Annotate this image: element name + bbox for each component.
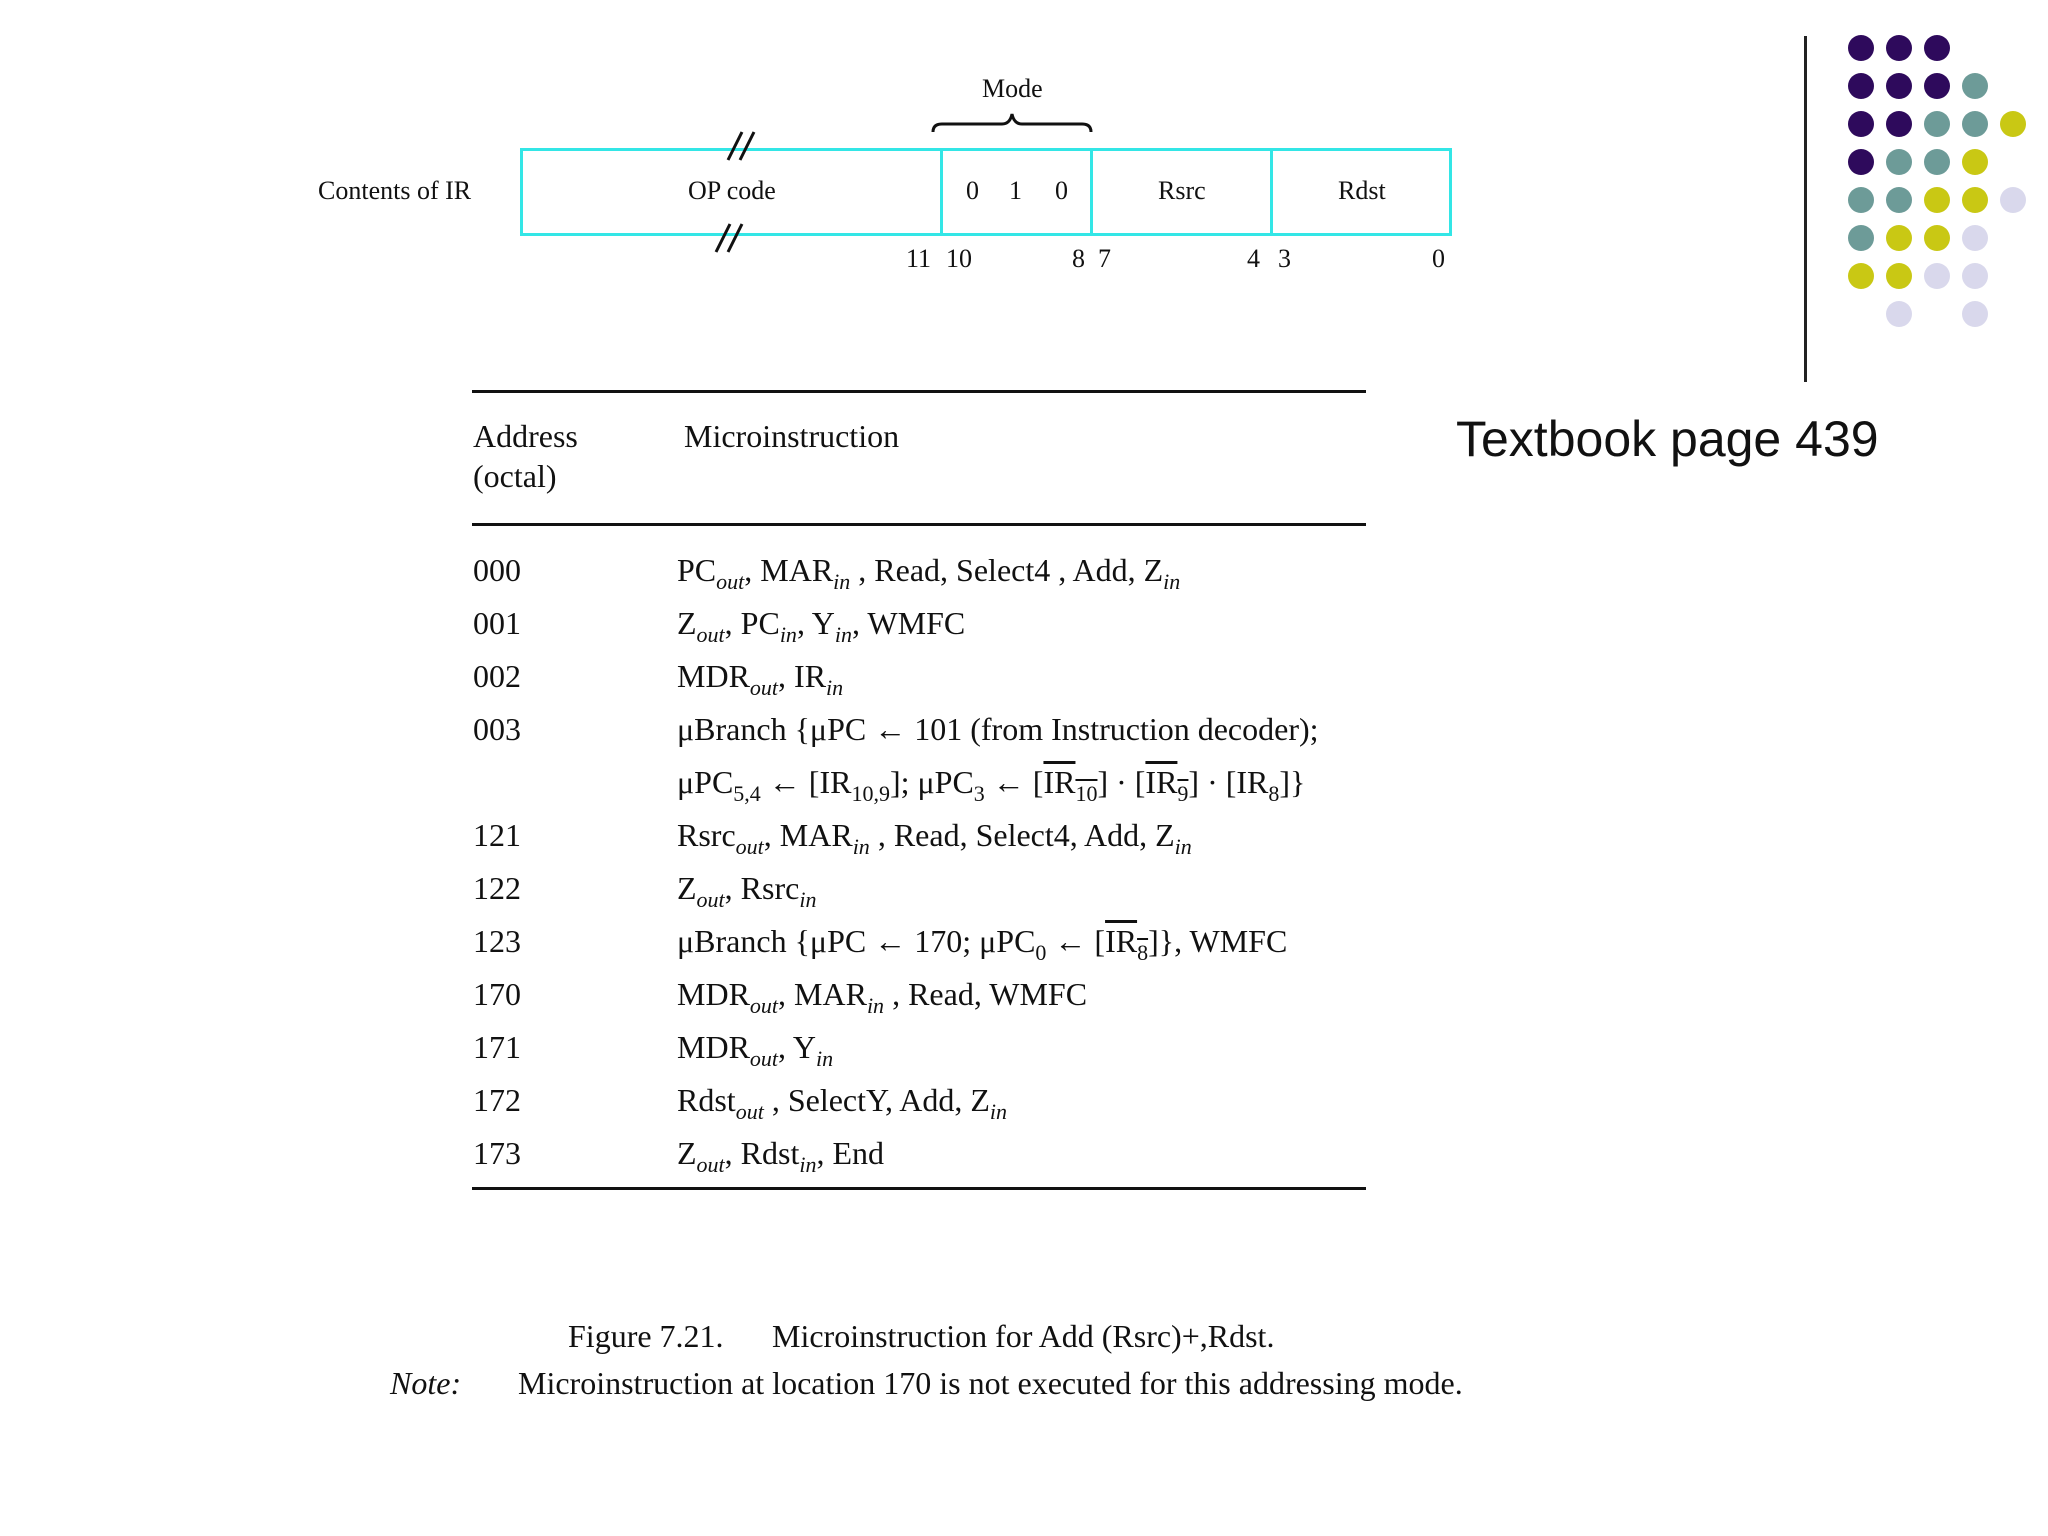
textbook-page-label: Textbook page 439 (1456, 411, 1879, 467)
dot (1848, 111, 1874, 137)
dot (1924, 263, 1950, 289)
table-row-address: 000 (473, 552, 521, 588)
table-bottom-rule (472, 1187, 1366, 1190)
mode-bit-1: 1 (1009, 176, 1022, 205)
dot (1848, 187, 1874, 213)
dot (1848, 73, 1874, 99)
dot (1848, 225, 1874, 251)
rsrc-label: Rsrc (1158, 176, 1206, 205)
table-row-microinstruction: Rdst$_{out}$ , SelectY, Add, $Z_{in}$ (677, 1082, 1007, 1124)
bit-number: 7 (1098, 244, 1111, 273)
dot (1886, 111, 1912, 137)
dot (1924, 73, 1950, 99)
bit-number: 4 (1247, 244, 1260, 273)
dot (2000, 111, 2026, 137)
table-row-microinstruction: μPC$_{5,4}$ ← $[IR_{10,9}]$; μPC$_3$ ← $[\overline{IR}_{10}] \cdot [\overline{IR}_9] \cdot [IR_8]$} (677, 764, 1306, 806)
dot (1962, 187, 1988, 213)
table-row-microinstruction: $Z_{out}$, Rdst$_{in}$, End (677, 1135, 885, 1177)
table-row-microinstruction: $MDR_{out}$, $IR_{in}$ (677, 658, 844, 700)
dot (1886, 187, 1912, 213)
table-row-address: 170 (473, 976, 521, 1012)
table-row-microinstruction: Rsrc$_{out}$, $MAR_{in}$ , Read, Select4, Add, $Z_{in}$ (677, 817, 1192, 859)
table-row-address: 121 (473, 817, 521, 853)
figure-title: Microinstruction for Add (Rsrc)+,Rdst. (772, 1318, 1275, 1354)
dot (1962, 73, 1988, 99)
dot (1962, 225, 1988, 251)
table-row-address: 172 (473, 1082, 521, 1118)
table-row-address: 003 (473, 711, 521, 747)
dot (1962, 111, 1988, 137)
table-row-microinstruction: $Z_{out}$, $PC_{in}$, $Y_{in}$, WMFC (677, 605, 966, 647)
figure-number: Figure 7.21. (568, 1318, 724, 1354)
table-row-address: 122 (473, 870, 521, 906)
table-row-address: 001 (473, 605, 521, 641)
dot (1962, 263, 1988, 289)
dot (1886, 301, 1912, 327)
table-row-address: 171 (473, 1029, 521, 1065)
dot (1886, 149, 1912, 175)
header-address-octal: (octal) (473, 458, 557, 494)
dot (1924, 149, 1950, 175)
bit-number: 11 (906, 244, 932, 273)
mode-label: Mode (982, 74, 1043, 103)
table-row-microinstruction: $MDR_{out}$, $MAR_{in}$ , Read, WMFC (677, 976, 1088, 1018)
dot (1924, 111, 1950, 137)
opcode-label: OP code (688, 176, 776, 205)
vertical-divider (1804, 36, 1807, 382)
table-row-microinstruction: $Z_{out}$, Rsrc$_{in}$ (677, 870, 817, 912)
rdst-label: Rdst (1338, 176, 1386, 205)
dot (1924, 225, 1950, 251)
table-row-microinstruction: $PC_{out}$, $MAR_{in}$ , Read, Select4 , Add, $Z_{in}$ (677, 552, 1181, 594)
mode-brace (930, 110, 1094, 136)
note-label: Note: (390, 1365, 462, 1401)
bit-number: 0 (1432, 244, 1445, 273)
table-row-address: 173 (473, 1135, 521, 1171)
dot (1924, 187, 1950, 213)
table-row-address: 002 (473, 658, 521, 694)
ir-row-label: Contents of IR (318, 176, 472, 205)
bit-number: 10 (946, 244, 972, 273)
dot (1886, 73, 1912, 99)
mode-bit-2: 0 (966, 176, 979, 205)
dot (1886, 263, 1912, 289)
break-mark-bottom (710, 220, 750, 260)
table-row-microinstruction: $MDR_{out}$, $Y_{in}$ (677, 1029, 834, 1071)
note-text: Microinstruction at location 170 is not executed for this addressing mode. (518, 1365, 1463, 1401)
table-header-rule (472, 523, 1366, 526)
dot (1848, 35, 1874, 61)
dot (1848, 149, 1874, 175)
table-row-microinstruction: μBranch {μPC ← 170; μPC$_0$ ← $[\overline{IR}_8]$}, WMFC (677, 923, 1288, 965)
dot (1848, 263, 1874, 289)
dot (1886, 225, 1912, 251)
table-row-address: 123 (473, 923, 521, 959)
break-mark-top (722, 128, 762, 168)
table-top-rule (472, 390, 1366, 393)
dot (1924, 35, 1950, 61)
bit-number: 3 (1278, 244, 1291, 273)
dot (1962, 149, 1988, 175)
mode-bit-0: 0 (1055, 176, 1068, 205)
dot (1962, 301, 1988, 327)
header-address: Address (473, 418, 578, 454)
bit-number: 8 (1072, 244, 1085, 273)
dot (1886, 35, 1912, 61)
table-row-microinstruction: μBranch {μPC ← 101 (from Instruction decoder); (677, 711, 1319, 747)
header-microinstruction: Microinstruction (684, 418, 900, 454)
dot (2000, 187, 2026, 213)
